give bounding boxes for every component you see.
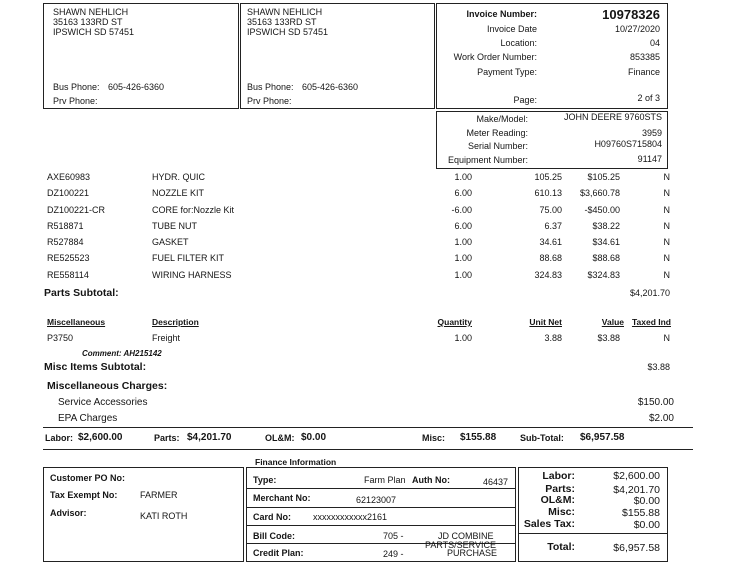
- part-description: HYDR. QUIC: [152, 172, 206, 182]
- ship-prv-phone-label: Prv Phone:: [247, 96, 292, 106]
- part-number: R527884: [47, 237, 84, 247]
- card-label: Card No:: [253, 512, 291, 522]
- equipment-number-value: 91147: [637, 154, 662, 164]
- ship-bus-phone-value: 605-426-6360: [302, 82, 359, 92]
- misc-header-quantity: Quantity: [437, 317, 472, 327]
- part-unit-price: 34.61: [539, 237, 562, 247]
- part-taxed: N: [663, 221, 670, 231]
- summary-subtotal-value: $6,957.58: [580, 432, 625, 443]
- bill-code-value: 705 -: [383, 531, 404, 541]
- misc-quantity: 1.00: [454, 333, 472, 343]
- parts-row: [0, 221, 740, 235]
- finance-type-label: Type:: [253, 475, 277, 485]
- part-taxed: N: [663, 188, 670, 198]
- ship-city: IPSWICH SD 57451: [247, 27, 329, 37]
- parts-row: [0, 205, 740, 219]
- totals-misc-label: Misc:: [548, 506, 575, 518]
- summary-labor-value: $2,600.00: [78, 432, 123, 443]
- credit-plan-description-2: PURCHASE: [447, 548, 498, 558]
- meter-reading-value: 3959: [641, 128, 662, 138]
- totals-olm-label: OL&M:: [540, 494, 575, 506]
- misc-header-unit-net: Unit Net: [529, 317, 562, 327]
- totals-labor-value: $2,600.00: [613, 470, 660, 482]
- finance-row-divider: [246, 488, 516, 489]
- location-label: Location:: [500, 38, 537, 48]
- part-unit-price: 6.37: [544, 221, 562, 231]
- card-value: xxxxxxxxxxxx2161: [313, 512, 388, 522]
- misc-unit-net: 3.88: [544, 333, 562, 343]
- parts-row: [0, 237, 740, 251]
- part-description: TUBE NUT: [152, 221, 197, 231]
- finance-auth-value: 46437: [483, 477, 509, 487]
- merchant-label: Merchant No:: [253, 493, 311, 503]
- misc-header-code: Miscellaneous: [47, 317, 106, 327]
- make-model-label: Make/Model:: [476, 114, 528, 124]
- misc-subtotal-label: Misc Items Subtotal:: [44, 361, 147, 373]
- bus-phone-label: Bus Phone:: [53, 82, 100, 92]
- misc-taxed: N: [663, 333, 670, 343]
- advisor-label: Advisor:: [50, 508, 87, 518]
- ship-street: 35163 133RD ST: [247, 17, 317, 27]
- part-description: GASKET: [152, 237, 189, 247]
- bus-phone-value: 605-426-6360: [108, 82, 165, 92]
- part-extended: $324.83: [587, 270, 620, 280]
- totals-olm-value: $0.00: [633, 495, 660, 507]
- serial-number-value: H09760S715804: [594, 139, 662, 149]
- finance-title: Finance Information: [255, 457, 337, 467]
- totals-sales-tax-value: $0.00: [633, 519, 660, 531]
- epa-charges-value: $2.00: [648, 413, 674, 424]
- part-number: DZ100221: [47, 188, 90, 198]
- part-number: RE525523: [47, 253, 90, 263]
- finance-auth-label: Auth No:: [412, 475, 450, 485]
- bill-code-label: Bill Code:: [253, 531, 295, 541]
- part-extended: $34.61: [592, 237, 620, 247]
- misc-header-value: Value: [601, 317, 624, 327]
- summary-parts-label: Parts:: [154, 433, 180, 443]
- part-description: WIRING HARNESS: [152, 270, 232, 280]
- invoice-number-label: Invoice Number:: [466, 9, 537, 19]
- parts-row: [0, 253, 740, 267]
- ship-name: SHAWN NEHLICH: [247, 7, 323, 17]
- finance-type-value: Farm Plan: [364, 475, 406, 485]
- credit-plan-value: 249 -: [383, 549, 404, 559]
- summary-labor-label: Labor:: [45, 433, 73, 443]
- invoice-date: 10/27/2020: [614, 24, 660, 34]
- misc-comment: Comment: AH215142: [82, 349, 162, 358]
- summary-bottom-divider: [43, 449, 693, 450]
- customer-street: 35163 133RD ST: [53, 17, 123, 27]
- equipment-number-label: Equipment Number:: [447, 155, 528, 165]
- parts-row: [0, 270, 740, 284]
- part-extended: -$450.00: [584, 205, 620, 215]
- parts-row: [0, 188, 740, 202]
- part-extended: $105.25: [587, 172, 620, 182]
- customer-po-label: Customer PO No:: [50, 473, 126, 483]
- part-number: AXE60983: [47, 172, 91, 182]
- part-number: R518871: [47, 221, 84, 231]
- part-quantity: 1.00: [454, 253, 472, 263]
- summary-olm-label: OL&M:: [265, 433, 295, 443]
- part-taxed: N: [663, 172, 670, 182]
- epa-charges-label: EPA Charges: [58, 413, 118, 424]
- misc-code: P3750: [47, 333, 74, 343]
- totals-parts-value: $4,201.70: [613, 484, 660, 496]
- part-unit-price: 105.25: [534, 172, 562, 182]
- totals-sales-tax-label: Sales Tax:: [523, 518, 575, 530]
- totals-labor-label: Labor:: [542, 470, 575, 482]
- page-value: 2 of 3: [637, 93, 660, 103]
- parts-subtotal-value: $4,201.70: [629, 288, 670, 298]
- page-label: Page:: [513, 95, 537, 105]
- work-order-value: 853385: [629, 52, 660, 62]
- parts-row: [0, 172, 740, 186]
- work-order-label: Work Order Number:: [453, 52, 537, 62]
- part-taxed: N: [663, 205, 670, 215]
- finance-row-divider: [246, 507, 516, 508]
- part-quantity: 1.00: [454, 237, 472, 247]
- parts-subtotal-label: Parts Subtotal:: [44, 287, 119, 299]
- make-model-value: JOHN DEERE 9760STS: [563, 112, 662, 122]
- misc-description: Freight: [152, 333, 181, 343]
- part-extended: $3,660.78: [579, 188, 620, 198]
- totals-parts-label: Parts:: [545, 483, 575, 495]
- summary-misc-label: Misc:: [422, 433, 446, 443]
- part-quantity: 1.00: [454, 270, 472, 280]
- part-description: CORE for:Nozzle Kit: [152, 205, 235, 215]
- summary-parts-value: $4,201.70: [187, 432, 232, 443]
- misc-charges-title: Miscellaneous Charges:: [47, 380, 168, 392]
- part-taxed: N: [663, 237, 670, 247]
- serial-number-label: Serial Number:: [467, 141, 528, 151]
- customer-name: SHAWN NEHLICH: [53, 7, 129, 17]
- part-number: RE558114: [47, 270, 89, 280]
- summary-misc-value: $155.88: [460, 432, 497, 443]
- part-taxed: N: [663, 253, 670, 263]
- finance-row-divider: [246, 525, 516, 526]
- part-extended: $38.22: [592, 221, 620, 231]
- invoice-date-label: Invoice Date: [486, 24, 537, 34]
- merchant-value: 62123007: [356, 495, 397, 505]
- part-quantity: 6.00: [454, 221, 472, 231]
- totals-misc-value: $155.88: [622, 507, 660, 519]
- summary-olm-value: $0.00: [301, 432, 327, 443]
- misc-header-taxed: Taxed Ind: [631, 317, 671, 327]
- service-accessories-value: $150.00: [637, 397, 674, 408]
- totals-divider: [518, 533, 668, 534]
- tax-exempt-value: FARMER: [140, 490, 178, 500]
- credit-plan-label: Credit Plan:: [253, 548, 304, 558]
- bill-code-description: JD COMBINE: [438, 531, 494, 541]
- misc-value: $3.88: [597, 333, 620, 343]
- meter-reading-label: Meter Reading:: [466, 128, 528, 138]
- summary-divider: [43, 427, 693, 428]
- part-description: FUEL FILTER KIT: [152, 253, 225, 263]
- totals-total-label: Total:: [547, 541, 575, 553]
- part-description: NOZZLE KIT: [152, 188, 205, 198]
- customer-city: IPSWICH SD 57451: [53, 27, 135, 37]
- payment-type-value: Finance: [627, 67, 660, 77]
- part-extended: $88.68: [592, 253, 620, 263]
- part-number: DZ100221-CR: [47, 205, 106, 215]
- ship-bus-phone-label: Bus Phone:: [247, 82, 294, 92]
- part-unit-price: 75.00: [539, 205, 562, 215]
- part-unit-price: 610.13: [534, 188, 562, 198]
- part-quantity: 6.00: [454, 188, 472, 198]
- totals-total-value: $6,957.58: [613, 542, 660, 554]
- misc-row: [0, 333, 740, 347]
- misc-header-description: Description: [152, 317, 199, 327]
- part-quantity: 1.00: [454, 172, 472, 182]
- part-unit-price: 324.83: [534, 270, 562, 280]
- location-value: 04: [649, 38, 660, 48]
- misc-subtotal-value: $3.88: [647, 362, 670, 372]
- part-quantity: -6.00: [451, 205, 472, 215]
- prv-phone-label: Prv Phone:: [53, 96, 98, 106]
- summary-subtotal-label: Sub-Total:: [520, 433, 564, 443]
- tax-exempt-label: Tax Exempt No:: [50, 490, 118, 500]
- part-unit-price: 88.68: [539, 253, 562, 263]
- credit-plan-description: PARTS/SERVICE: [425, 540, 497, 550]
- invoice-number: 10978326: [602, 7, 660, 22]
- advisor-value: KATI ROTH: [140, 511, 188, 521]
- part-taxed: N: [663, 270, 670, 280]
- service-accessories-label: Service Accessories: [58, 397, 148, 408]
- payment-type-label: Payment Type:: [477, 67, 537, 77]
